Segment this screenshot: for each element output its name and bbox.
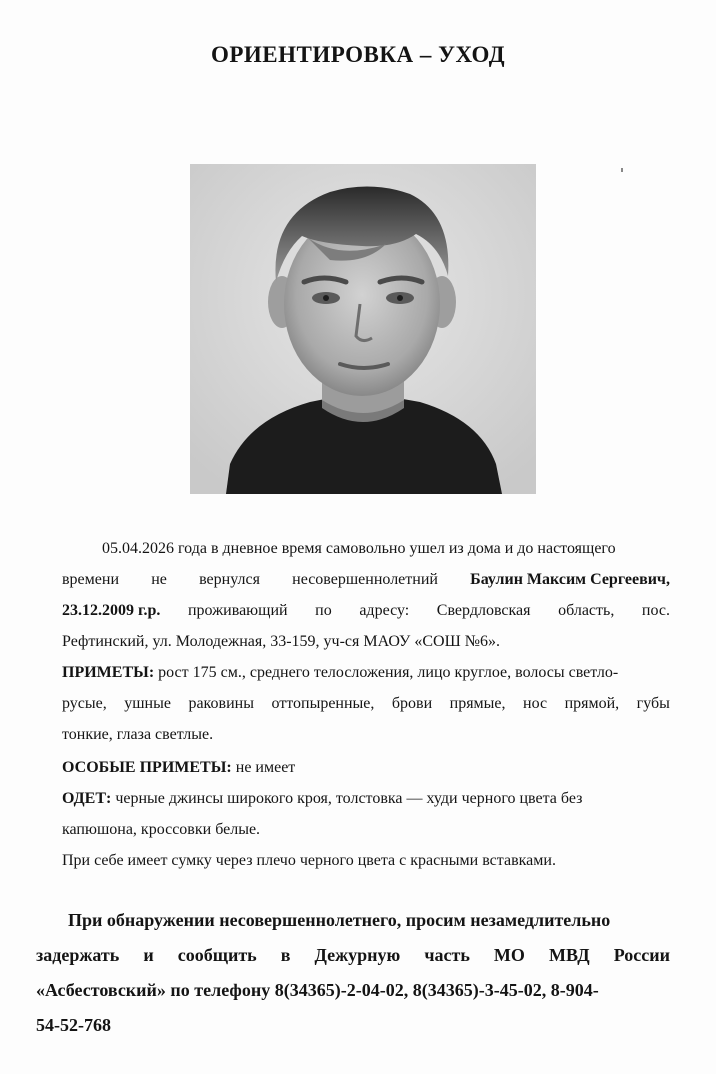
bag-paragraph	[62, 845, 670, 876]
clothes-line-2: капюшона, кроссовки белые.	[62, 821, 261, 838]
description-line-1: 05.04.2026 года в дневное время самовольно ушел из дома и до настоящего	[102, 540, 616, 557]
appeal-line-4: 54-52-768	[36, 1015, 111, 1035]
appeal-line-3: «Асбестовский» по телефону 8(34365)-2-04-02, 8(34365)-3-45-02, 8-904-	[36, 980, 599, 1000]
special-signs-paragraph	[62, 752, 670, 783]
signs-paragraph	[62, 657, 670, 750]
signs-label: ПРИМЕТЫ:	[62, 664, 155, 681]
description-paragraph	[62, 533, 670, 657]
clothes-line-1: ОДЕТ: черные джинсы широкого кроя, толстовка — худи черного цвета без	[62, 790, 583, 807]
person-name: Баулин Максим Сергеевич,	[470, 571, 670, 588]
appeal-paragraph	[36, 903, 670, 1043]
description-line-3: 23.12.2009 г.р. проживающий по адресу: Свердловская область, пос.	[62, 595, 670, 626]
special-signs-label: ОСОБЫЕ ПРИМЕТЫ:	[62, 759, 232, 776]
description-line-2: времени не вернулся несовершеннолетний Баулин Максим Сергеевич,	[62, 571, 670, 588]
signs-line-2: русые, ушные раковины оттопыренные, брови прямые, нос прямой, губы	[62, 695, 670, 712]
appeal-line-1: При обнаружении несовершеннолетнего, просим незамедлительно	[68, 910, 611, 930]
portrait-graphic	[190, 164, 536, 494]
scan-speck	[621, 168, 623, 172]
page-title: ОРИЕНТИРОВКА – УХОД	[210, 42, 506, 67]
signs-line-3: тонкие, глаза светлые.	[62, 726, 214, 743]
special-signs-value: не имеет	[235, 759, 296, 776]
signs-line-1: ПРИМЕТЫ: рост 175 см., среднего телосложения, лицо круглое, волосы светло-	[62, 664, 619, 681]
person-birthdate: 23.12.2009 г.р.	[62, 602, 161, 619]
clothes-label: ОДЕТ:	[62, 790, 112, 807]
appeal-line-2: задержать и сообщить в Дежурную часть МО МВД России	[36, 945, 670, 965]
clothes-paragraph	[62, 783, 670, 845]
bag-line: При себе имеет сумку через плечо черного цвета с красными вставками.	[62, 852, 556, 869]
description-line-4: Рефтинский, ул. Молодежная, 33-159, уч-ся МАОУ «СОШ №6».	[62, 633, 500, 650]
missing-person-photo	[190, 164, 536, 494]
